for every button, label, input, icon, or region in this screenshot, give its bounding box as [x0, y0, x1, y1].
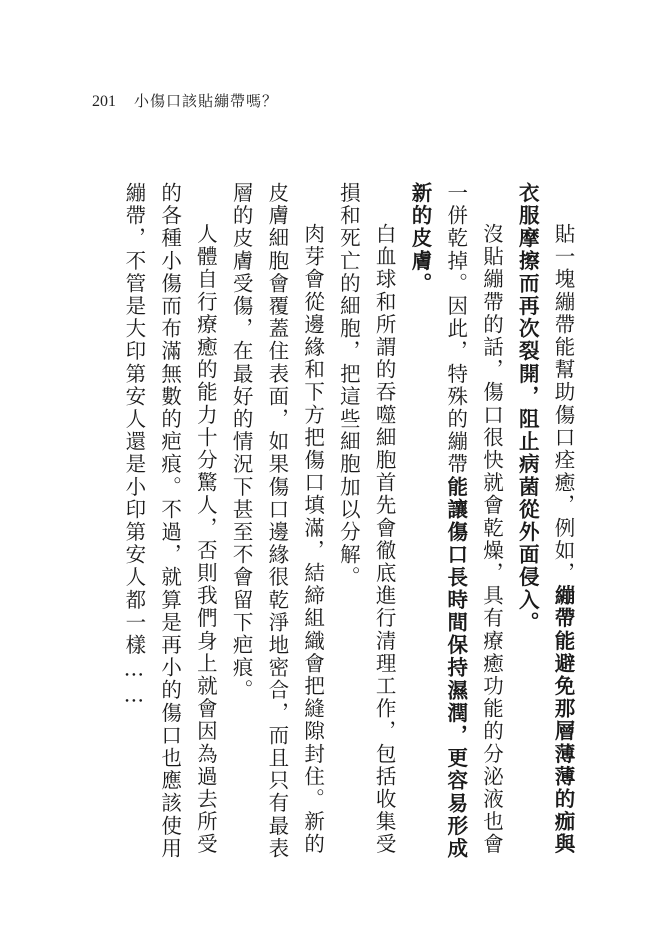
emphasized-text: 繃帶能避免那層薄薄的痂與衣服摩擦而再次裂開，阻止病菌從外面侵入。	[515, 182, 575, 856]
running-title: 小傷口該貼繃帶嗎？	[134, 92, 279, 110]
paragraph	[508, 182, 580, 862]
text-run: 人體自行療癒的能力十分驚人，否則我們身上就會因為過去所受的各種小傷而布滿無數的疤痕。不過，就算是再小的傷口也應該使用繃帶，不管是大印第安人還是小印第安人都一樣……	[121, 182, 218, 860]
emphasized-text: 能讓傷口長時間保持濕潤，更容易形成新的皮膚。	[407, 182, 468, 861]
text-run: 白血球和所謂的吞噬細胞首先會徹底進行清理工作，包括收集受損和死亡的細胞，把這些細胞加以分解。	[336, 182, 397, 856]
paragraph	[330, 182, 402, 862]
paragraph	[222, 182, 329, 862]
page-header	[92, 90, 278, 111]
text-run: 貼一塊繃帶能幫助傷口痊癒，例如，	[551, 223, 575, 585]
paragraph	[115, 182, 222, 862]
paragraph	[401, 182, 508, 862]
text-run: 肉芽會從邊緣和下方把傷口填滿，結締組織會把縫隙封住。新的皮膚細胞會覆蓋住表面，如果傷口邊緣很乾淨地密合，而且只有最表層的皮膚受傷，在最好的情況下甚至不會留下疤痕。	[229, 182, 325, 860]
page-number: 201	[92, 93, 116, 110]
body-text	[121, 182, 580, 862]
text-run: 沒貼繃帶的話，傷口很快就會乾燥，具有療癒功能的分泌液也會一併乾掉。因此，特殊的繃帶	[443, 182, 504, 856]
